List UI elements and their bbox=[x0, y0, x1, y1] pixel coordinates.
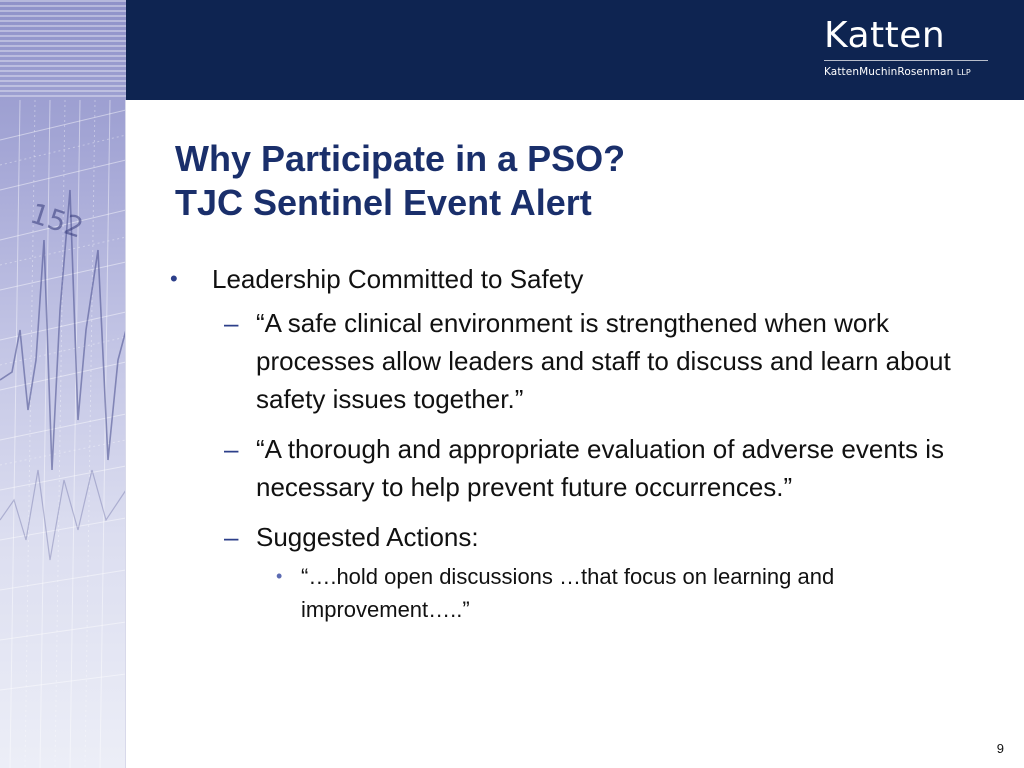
sub-bullet-text: Suggested Actions: bbox=[256, 522, 479, 552]
slide-title-line-2: TJC Sentinel Event Alert bbox=[175, 182, 592, 223]
sub-bullet-text: “A safe clinical environment is strengthened when work processes allow leaders and staff to discuss and learn about safety issues together.” bbox=[256, 308, 951, 414]
sub-bullet-1 bbox=[170, 304, 960, 418]
decorative-top-stripes bbox=[0, 0, 126, 100]
dash-marker: – bbox=[224, 522, 239, 552]
logo-rule bbox=[824, 60, 988, 61]
logo-firm-name-text: KattenMuchinRosenman bbox=[824, 66, 954, 78]
sub-bullet-text: “A thorough and appropriate evaluation of adverse events is necessary to help prevent future occurrences.” bbox=[256, 434, 945, 502]
sub-sub-bullet bbox=[170, 560, 960, 626]
header-bar bbox=[126, 0, 1024, 100]
bullet-text: Leadership Committed to Safety bbox=[212, 264, 584, 294]
logo-firm-suffix: LLP bbox=[956, 68, 971, 77]
sub-bullet-3 bbox=[170, 518, 960, 556]
logo-firm-name bbox=[824, 66, 988, 79]
page-number: 9 bbox=[996, 741, 1004, 756]
slide-title-line-1: Why Participate in a PSO? bbox=[175, 138, 626, 179]
bullet-level-1 bbox=[170, 262, 960, 296]
decorative-ecg-image bbox=[0, 0, 126, 768]
logo-wordmark: Katten bbox=[824, 15, 946, 56]
dash-marker: – bbox=[224, 434, 239, 464]
ecg-label: 152 bbox=[26, 196, 88, 245]
ecg-graphic bbox=[0, 0, 126, 768]
katten-logo bbox=[824, 16, 988, 79]
sub-bullet-2 bbox=[170, 430, 960, 506]
small-bullet-marker: • bbox=[276, 566, 283, 586]
slide-content bbox=[170, 262, 960, 626]
bullet-marker: • bbox=[170, 266, 178, 291]
dash-marker: – bbox=[224, 308, 239, 338]
slide-title bbox=[175, 137, 975, 225]
sub-sub-bullet-text: “….hold open discussions …that focus on learning and improvement…..” bbox=[301, 564, 835, 622]
strip-divider bbox=[125, 100, 126, 768]
